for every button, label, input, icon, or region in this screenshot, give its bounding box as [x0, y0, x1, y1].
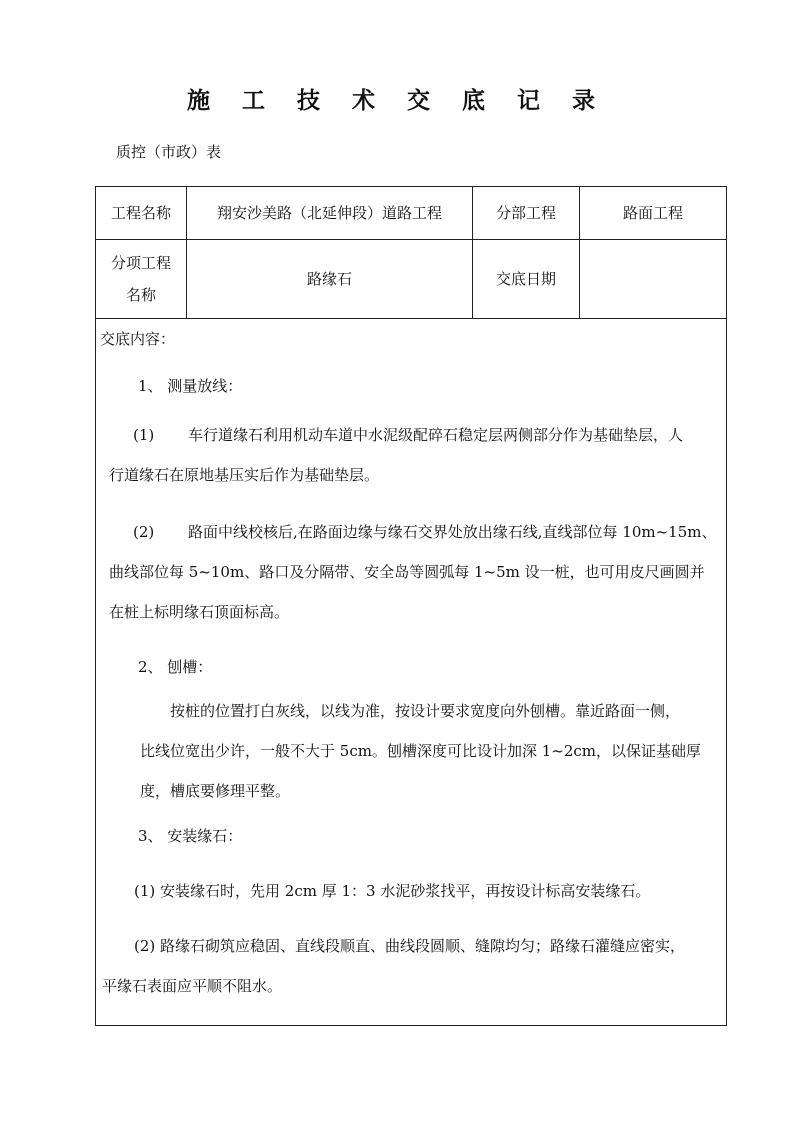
s1-item2-line1: 路面中线校核后,在路面边缘与缘石交界处放出缘石线,直线部位每 10m~15m、 [188, 523, 717, 541]
s2-line1: 按桩的位置打白灰线，以线为准，按设计要求宽度向外刨槽。靠近路面一侧， [170, 702, 681, 720]
section-1-title: 1、 测量放线： [138, 377, 243, 395]
header-row-1 [96, 187, 727, 240]
section-3-title: 3、 安装缘石： [138, 827, 243, 845]
division-value: 路面工程 [580, 187, 727, 240]
form-code: 质控（市政）表 [116, 143, 222, 161]
header-row-2 [96, 240, 727, 319]
s2-line3: 度，槽底要修理平整。 [140, 782, 291, 800]
project-name-label: 工程名称 [96, 187, 187, 240]
subitem-value: 路缘石 [187, 240, 473, 319]
s2-line2: 比线位宽出少许，一般不大于 5cm。刨槽深度可比设计加深 1~2cm，以保证基础厚 [140, 742, 701, 760]
project-name-value: 翔安沙美路（北延伸段）道路工程 [187, 187, 473, 240]
subitem-label [96, 240, 187, 319]
record-table [95, 186, 727, 1026]
section-2-title: 2、 刨槽： [138, 658, 213, 676]
s1-item1-number: (1) [133, 426, 155, 444]
s3-item1: (1) 安装缘石时，先用 2cm 厚 1：3 水泥砂浆找平，再按设计标高安装缘石。 [134, 882, 651, 900]
s1-item2-line3: 在桩上标明缘石顶面标高。 [109, 603, 290, 621]
date-label: 交底日期 [473, 240, 580, 319]
s3-item2-line2: 平缘石表面应平顺不阻水。 [102, 977, 283, 995]
date-value [580, 240, 727, 319]
content-row [96, 319, 727, 1026]
division-label: 分部工程 [473, 187, 580, 240]
document-title: 施 工 技 术 交 底 记 录 [186, 87, 608, 114]
s1-item1-line2: 行道缘石在原地基压实后作为基础垫层。 [109, 466, 380, 484]
content-heading: 交底内容： [100, 330, 176, 348]
content-cell [96, 319, 727, 1026]
s1-item1-line1: 车行道缘石利用机动车道中水泥级配碎石稳定层两侧部分作为基础垫层，人 [188, 426, 684, 444]
s1-item2-number: (2) [133, 523, 155, 541]
subitem-label-line2: 名称 [125, 286, 156, 304]
s1-item2-line2: 曲线部位每 5~10m、路口及分隔带、安全岛等圆弧每 1~5m 设一桩，也可用皮尺画圆并 [109, 563, 705, 581]
s3-item2-line1: (2) 路缘石砌筑应稳固、直线段顺直、曲线段圆顺、缝隙均匀；路缘石灌缝应密实， [134, 937, 686, 955]
subitem-label-line1: 分项工程 [110, 254, 171, 272]
